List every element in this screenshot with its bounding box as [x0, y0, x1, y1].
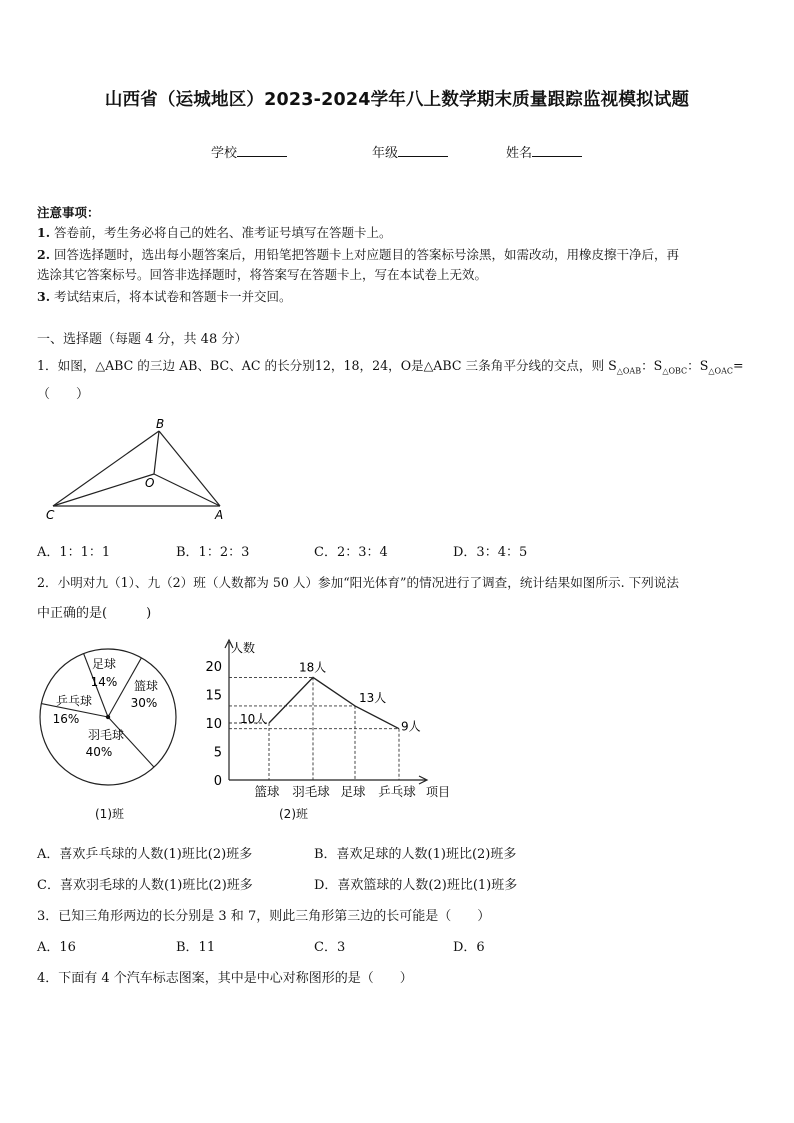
note-2b: 选涂其它答案标号。回答非选择题时，将答案写在答题卡上，写在本试卷上无效。 — [37, 267, 488, 282]
line-caption: (2)班 — [279, 807, 308, 821]
name-blank[interactable] — [532, 143, 582, 157]
point-label-0: 10人 — [240, 712, 268, 726]
pie-label-badminton: 羽毛球 — [87, 728, 125, 742]
pie-caption: (1)班 — [95, 807, 124, 821]
section-heading: 一、选择题（每题 4 分，共 48 分） — [37, 332, 248, 347]
x-category-label-0: 篮球 — [254, 784, 280, 799]
x-category-label-3: 乒乓球 — [378, 784, 416, 799]
label-a: A — [215, 508, 224, 522]
q1-option-b[interactable]: B．1：2：3 — [176, 545, 250, 560]
q3-option-a[interactable]: A．16 — [37, 940, 76, 955]
name-label: 姓名 — [506, 146, 533, 161]
side-cb — [53, 431, 159, 506]
point-label-3: 9人 — [401, 719, 421, 734]
pie-slice-edge-2 — [108, 717, 154, 767]
name-field[interactable] — [506, 142, 582, 161]
notes-heading: 注意事项： — [37, 205, 100, 220]
y-axis-label: 人数 — [231, 641, 256, 655]
segment-ao — [154, 474, 220, 506]
question-1-text: 1．如图，△ABC 的三边 AB、BC、AC 的长分别12，18，24，O是△ABC 三条角平分线的交点，则 $S_{\triangle OAB}$：$S_{\triangle OBC}$：$S_{\triangle OAC}=$ — [37, 358, 744, 376]
q1-option-a[interactable]: A．1：1：1 — [37, 545, 111, 560]
pie-label-basketball: 篮球 — [133, 679, 159, 693]
q3-option-c[interactable]: C．3 — [314, 940, 346, 955]
q3-option-d[interactable]: D．6 — [453, 940, 485, 955]
triangle-figure — [40, 412, 240, 524]
q3-option-b[interactable]: B．11 — [176, 940, 216, 955]
grade-label: 年级 — [372, 146, 399, 161]
pie-pct-basketball: 30% — [130, 696, 158, 710]
label-o: O — [145, 476, 155, 490]
question-2-text-1: 2．小明对九（1）、九（2）班（人数都为 50 人）参加“阳光体育”的情况进行了调查，统计结果如图所示. 下列说法 — [37, 575, 679, 590]
x-category-label-1: 羽毛球 — [292, 784, 330, 799]
q2-option-d[interactable]: D．喜欢篮球的人数(2)班比(1)班多 — [314, 878, 518, 893]
q2-option-a[interactable]: A．喜欢乒乓球的人数(1)班比(2)班多 — [37, 847, 253, 862]
x-category-label-2: 足球 — [340, 784, 366, 799]
note-1: 1. 答卷前，考生务必将自己的姓名、准考证号填写在答题卡上。 — [37, 225, 392, 240]
question-1-paren: （ ） — [37, 387, 90, 402]
pie-pct-pingpong: 16% — [52, 712, 80, 726]
pie-pct-football: 14% — [90, 675, 118, 689]
grade-field[interactable] — [372, 142, 448, 161]
school-field[interactable] — [211, 142, 287, 161]
line-chart-class-2 — [198, 636, 460, 808]
q1-option-d[interactable]: D．3：4：5 — [453, 545, 528, 560]
x-axis-label: 项目 — [426, 785, 451, 799]
pie-pct-badminton: 40% — [85, 745, 113, 759]
note-3: 3. 考试结束后，将本试卷和答题卡一并交回。 — [37, 289, 292, 304]
q2-option-b[interactable]: B．喜欢足球的人数(1)班比(2)班多 — [314, 847, 517, 862]
line-chart-plot — [205, 640, 450, 799]
note-2a: 2. 回答选择题时，选出每小题答案后，用铅笔把答题卡上对应题目的答案标号涂黑，如需改动，用橡皮擦干净后，再 — [37, 247, 680, 262]
side-ba — [159, 431, 220, 506]
point-label-1: 18人 — [299, 660, 327, 675]
pie-label-football: 足球 — [91, 657, 117, 671]
y-tick-label-0: 0 — [213, 774, 222, 789]
pie-center-dot — [106, 715, 110, 719]
q2-option-c[interactable]: C．喜欢羽毛球的人数(1)班比(2)班多 — [37, 878, 253, 893]
grade-blank[interactable] — [398, 143, 448, 157]
pie-chart-class-1 — [38, 646, 183, 786]
school-label: 学校 — [211, 146, 238, 161]
question-4-text: 4．下面有 4 个汽车标志图案，其中是中心对称图形的是（ ） — [37, 971, 413, 986]
y-tick-label-10: 10 — [205, 717, 222, 732]
y-tick-label-15: 15 — [205, 688, 222, 704]
point-label-2: 13人 — [359, 690, 387, 705]
label-c: C — [46, 508, 55, 522]
q1-option-c[interactable]: C．2：3：4 — [314, 545, 388, 560]
y-tick-label-5: 5 — [213, 745, 222, 761]
label-b: B — [156, 417, 165, 431]
question-2-text-2: 中正确的是( ) — [37, 606, 152, 621]
school-blank[interactable] — [237, 143, 287, 157]
y-tick-label-20: 20 — [205, 660, 222, 675]
page-title: 山西省（运城地区）2023-2024学年八上数学期末质量跟踪监视模拟试题 — [104, 90, 690, 110]
pie-label-pingpong: 乒乓球 — [55, 694, 93, 708]
segment-bo — [154, 431, 159, 474]
question-3-text: 3．已知三角形两边的长分别是 3 和 7，则此三角形第三边的长可能是（ ） — [37, 909, 491, 924]
segment-co — [53, 474, 154, 506]
